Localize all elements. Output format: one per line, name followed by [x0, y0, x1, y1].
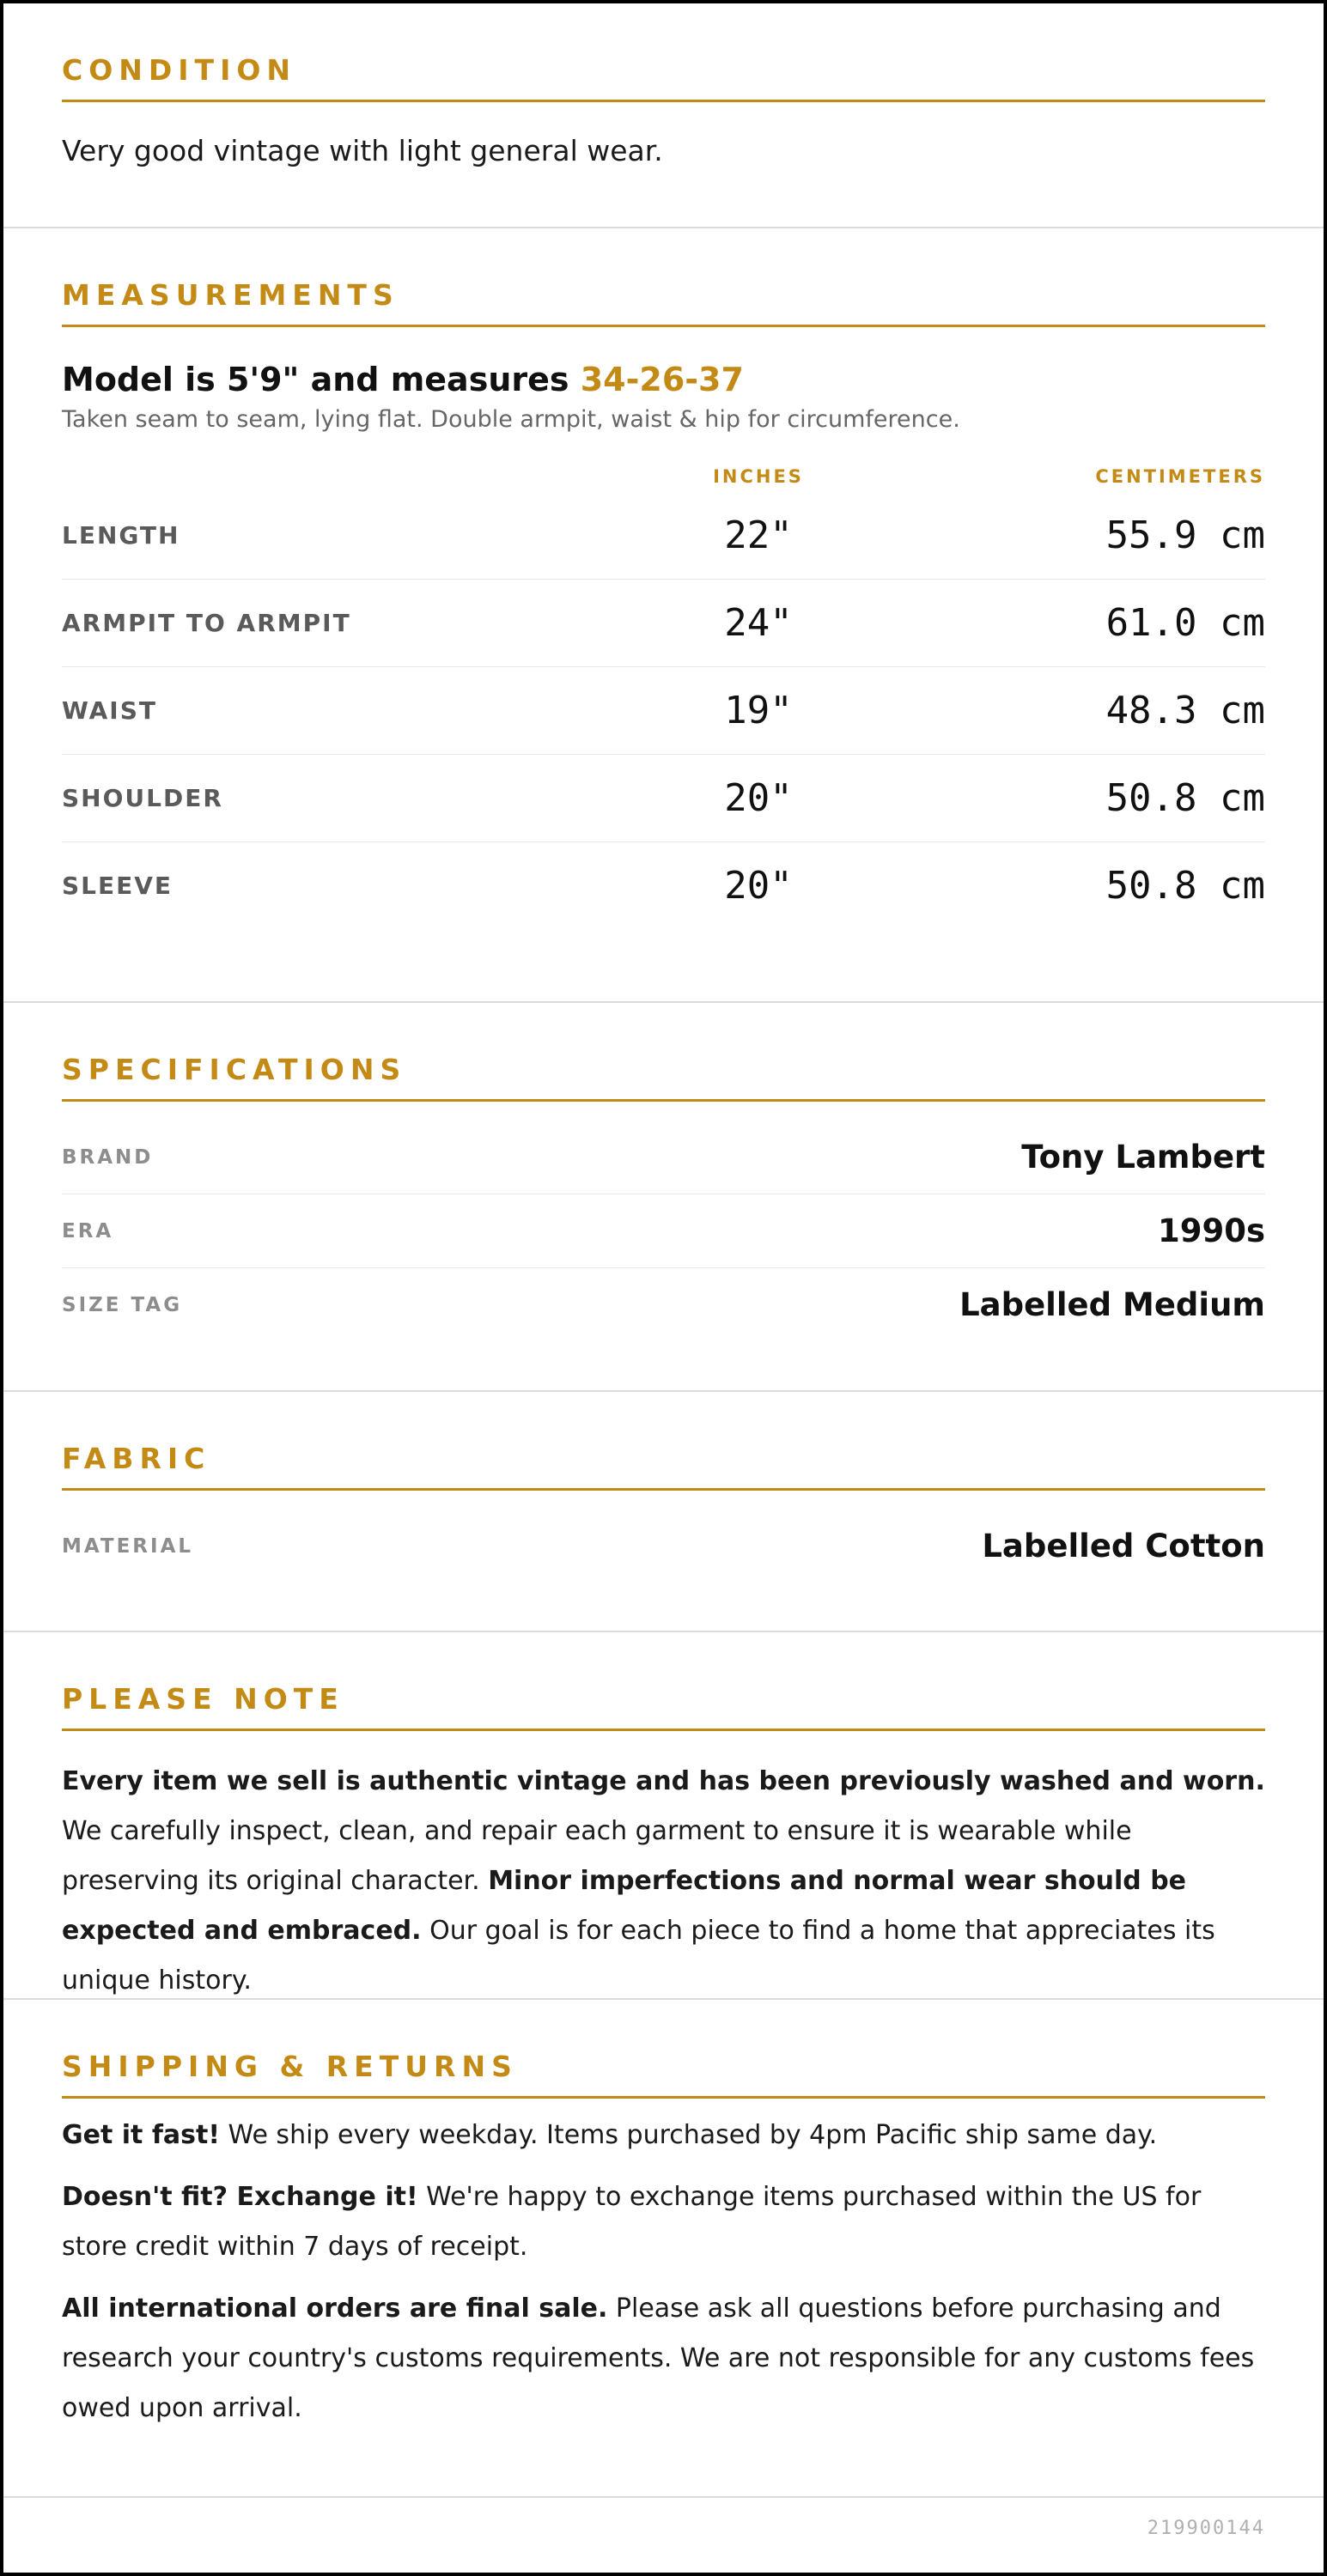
spec-value: Tony Lambert [1021, 1139, 1265, 1176]
shipping-bold: All international orders are final sale. [62, 2293, 608, 2324]
fabric-heading: FABRIC [62, 1442, 1265, 1491]
model-info [62, 360, 1265, 399]
measurement-cm: 48.3 cm [1105, 689, 1265, 732]
measurement-inches: 20" [724, 776, 793, 820]
measurement-row-waist [62, 667, 1265, 755]
model-info-prefix: Model is 5'9" and measures [62, 361, 581, 398]
measurement-cm: 50.8 cm [1105, 864, 1265, 908]
specifications-section [3, 1003, 1324, 1392]
measurement-label: SLEEVE [62, 872, 173, 900]
measurement-cm: 50.8 cm [1105, 776, 1265, 820]
measurement-note: Taken seam to seam, lying flat. Double armpit, waist & hip for circumference. [62, 406, 960, 433]
shipping-para-fast [62, 2111, 1265, 2160]
fabric-value: Labelled Cotton [982, 1528, 1265, 1564]
spec-key: ERA [62, 1219, 114, 1242]
measurement-cm: 61.0 cm [1105, 601, 1265, 645]
measurement-label: ARMPIT TO ARMPIT [62, 609, 351, 637]
shipping-text: Please ask all questions before purchasing and research your country's customs requirements. We are not responsible for any customs fees owed upon arrival. [62, 2293, 1255, 2423]
measurements-section [3, 228, 1324, 1003]
specifications-list [62, 1121, 1265, 1341]
shipping-heading: SHIPPING & RETURNS [62, 2050, 1265, 2099]
spec-row-brand [62, 1121, 1265, 1194]
measurement-label: LENGTH [62, 521, 180, 550]
please-note-heading: PLEASE NOTE [62, 1682, 1265, 1731]
measurement-row-shoulder [62, 755, 1265, 842]
fabric-key: MATERIAL [62, 1534, 194, 1558]
measurement-label: SHOULDER [62, 784, 223, 812]
shipping-bold: Get it fast! [62, 2120, 220, 2150]
note-text-1: We carefully inspect, clean, and repair each garment to ensure it is wearable while preserving its original character. [62, 1816, 1132, 1896]
spec-row-era [62, 1194, 1265, 1268]
shipping-para-international [62, 2284, 1265, 2433]
note-text-2: Our goal is for each piece to find a home that appreciates its unique history. [62, 1916, 1215, 1996]
note-bold-2: Minor imperfections and normal wear should be expected and embraced. [62, 1866, 1187, 1946]
shipping-bold: Doesn't fit? Exchange it! [62, 2182, 418, 2212]
shipping-text: We ship every weekday. Items purchased by 4pm Pacific ship same day. [220, 2120, 1158, 2150]
column-inches: INCHES [713, 466, 804, 487]
measurement-inches: 20" [724, 864, 793, 908]
model-stats: 34-26-37 [580, 361, 744, 398]
shipping-para-exchange [62, 2172, 1265, 2272]
measurement-row-sleeve [62, 842, 1265, 929]
measurement-row-armpit [62, 580, 1265, 667]
spec-value: 1990s [1157, 1212, 1265, 1249]
spec-row-size-tag [62, 1268, 1265, 1341]
measurement-label: WAIST [62, 696, 157, 725]
measurement-table-header [62, 466, 1265, 492]
condition-text: Very good vintage with light general wear. [62, 134, 663, 167]
measurements-heading: MEASUREMENTS [62, 278, 1265, 327]
spec-value: Labelled Medium [959, 1286, 1265, 1323]
spec-key: BRAND [62, 1145, 154, 1169]
sku-number: 219900144 [1147, 2518, 1265, 2539]
condition-heading: CONDITION [62, 53, 1265, 102]
condition-section [3, 3, 1324, 228]
fabric-list [62, 1510, 1265, 1583]
specifications-heading: SPECIFICATIONS [62, 1053, 1265, 1102]
measurement-inches: 24" [724, 601, 793, 645]
fabric-section [3, 1392, 1324, 1632]
please-note-text [62, 1757, 1265, 2006]
measurement-inches: 22" [724, 513, 793, 557]
column-centimeters: CENTIMETERS [1095, 466, 1265, 487]
measurement-row-length [62, 492, 1265, 580]
measurement-table [62, 492, 1265, 929]
shipping-text: We're happy to exchange items purchased within the US for store credit within 7 days of receipt. [62, 2182, 1202, 2262]
fabric-row-material [62, 1510, 1265, 1583]
measurement-cm: 55.9 cm [1105, 513, 1265, 557]
note-bold-1: Every item we sell is authentic vintage and has been previously washed and worn. [62, 1766, 1265, 1796]
measurement-inches: 19" [724, 689, 793, 732]
please-note-section [3, 1632, 1324, 2000]
shipping-returns-section [3, 2000, 1324, 2498]
spec-key: SIZE TAG [62, 1293, 183, 1316]
